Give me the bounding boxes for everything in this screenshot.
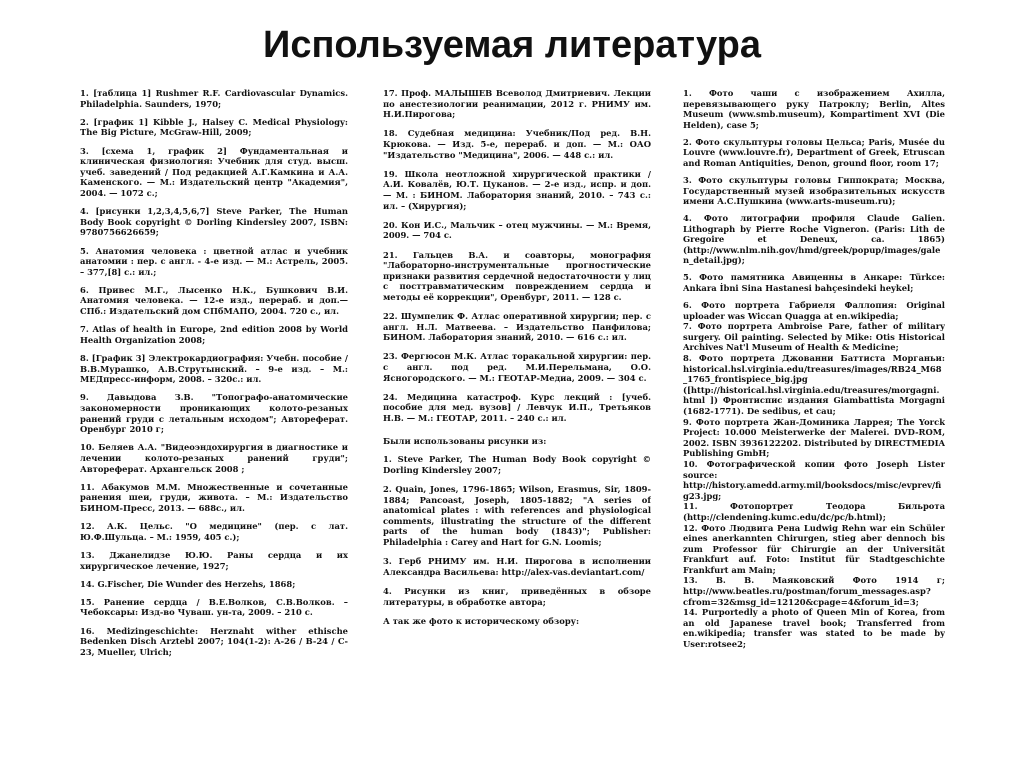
reference-item: 21. Гальцев В.А. и соавторы, монография "Лабораторно-инструментальные прогностические признаки развития сердечной недостаточности у лиц с посттравматическим повреждением сердца и методы её коррекции", Оренбург, 2011. — 128 с. [383, 249, 651, 302]
photo-source-item: 10. Фотографической копии фото Joseph Lister source: http://history.amedd.army.mil/booksdocs/misc/evprev/fig23.jpg; [683, 458, 945, 501]
page-title: Используемая литература [263, 24, 761, 66]
reference-item: 5. Анатомия человека : цветной атлас и учебник анатомии : пер. с англ. - 4-е изд. — М.: Астрель, 2005. – 377,[8] с.: ил.; [80, 245, 348, 277]
reference-item: 2. [график 1] Kibble J., Halsey C. Medical Physiology: The Big Picture, McGraw-Hill, 2009; [80, 116, 348, 138]
photo-source-item: 13. В. В. Маяковский Фото 1914 г; http://www.beatles.ru/postman/forum_messages.asp?cfrom=32&msg_id=12120&cpage=4&forum_id=3; [683, 575, 945, 607]
reference-item: 4. [рисунки 1,2,3,4,5,6,7] Steve Parker, The Human Body Book copyright © Dorling Kindersley 2007, ISBN: 9780756626659; [80, 206, 348, 238]
reference-item: 8. [График 3] Электрокардиография: Учебн. пособие / В.В.Мурашко, А.В.Струтынский. – 9-е изд. – М.: МЕДпресс-информ, 2008. – 320с.: ил. [80, 353, 348, 385]
photo-source-item: 2. Фото скульптуры головы Цельса; Paris, Musée du Louvre (www.louvre.fr), Department of Greek, Etruscan and Roman Antiquities, Denon, ground floor, room 17; [683, 136, 945, 168]
photo-source-item: 1. Фото чаши с изображением Ахилла, перевязывающего руку Патроклу; Berlin, Altes Museum (www.smb.museum), Kompartiment XVI (Die Helden), case 5; [683, 88, 945, 130]
figure-source-item: 1. Steve Parker, The Human Body Book copyright © Dorling Kindersley 2007; [383, 454, 651, 475]
reference-item: 12. А.К. Цельс. "О медицине" (пер. с лат. Ю.Ф.Шульца. – М.: 1959, 405 с.); [80, 521, 348, 542]
reference-item: 7. Atlas of health in Europe, 2nd edition 2008 by World Health Organization 2008; [80, 324, 348, 345]
photo-source-item: 8. Фото портрета Джованни Баттиста Морганьи: historical.hsl.virginia.edu/treasures/images/RB24_M68_1765_frontispiece_big.jpg ([http://historical.hsl.virginia.edu/treasures/morgagni.html ]) Фронтиспис издания Giambattista Morgagni (1682-1771). De sedibus, et cau; [683, 353, 945, 416]
reference-item: 14. G.Fischer, Die Wunder des Herzehs, 1868; [80, 578, 296, 589]
photo-source-item: 12. Фото Людвига Рена Ludwig Rehn war ein Schüler eines anerkannten Chirurgen, stieg aber dennoch bis zum Professor für Chirurgie an der Universität Frankfurt auf. Foto: Institut für Stadtgeschichte Frankfurt am Main; [683, 522, 945, 575]
reference-item: 11. Абакумов М.М. Множественные и сочетанные ранения шеи, груди, живота. – М.: Издательство БИНОМ-Пресс, 2013. — 688с., ил. [80, 481, 348, 513]
figure-source-item: 3. Герб РНИМУ им. Н.И. Пирогова в исполнении Александра Васильева: http://alex-vas.deviantart.com/ [383, 556, 651, 577]
photo-source-item: 4. Фото литографии профиля Claude Galien. Lithograph by Pierre Roche Vigneron. (Paris: Lith de Gregoire et Deneux, ca. 1865) (http://www.nlm.nih.gov/hmd/greek/popup/images/galen_detail.jpg); [683, 213, 945, 266]
reference-item: 15. Ранение сердца / В.Е.Волков, С.В.Волков. – Чебоксары: Изд-во Чуваш. ун-та, 2009. – 210 с. [80, 596, 348, 618]
reference-item: 20. Кон И.С., Мальчик – отец мужчины. — М.: Время, 2009. — 704 с. [383, 219, 651, 241]
references-left-column [80, 88, 348, 760]
photo-source-item: 14. Purportedly a photo of Queen Min of Korea, from an old Japanese travel book; Transferred from en.wikipedia; transfer was stated to be made by User:rotsee2; [683, 607, 945, 650]
reference-item: 17. Проф. МАЛЫШЕВ Всеволод Дмитриевич. Лекции по анестезиологии реанимации, 2012 г. РНИМУ им. Н.И.Пирогова; [383, 88, 651, 120]
reference-item: 6. Привес М.Г., Лысенко Н.К., Бушкович В.И. Анатомия человека. — 12-е изд., перераб. и доп.— СПб.: Издательский дом СПбМАПО, 2004. 720 с., ил. [80, 284, 348, 317]
photo-source-item: 7. Фото портрета Ambroise Pare, father of military surgery. Oil painting. Selected by Mike: Otis Historical Archives Nat'l Museum of Health & Medicine; [683, 321, 945, 353]
reference-item: 18. Судебная медицина: Учебник/Под ред. В.Н. Крюкова. — Изд. 5-е, перераб. и доп. — М.: ОАО "Издательство "Медицина", 2006. — 448 с.: ил. [383, 128, 651, 160]
figure-source-item: 2. Quain, Jones, 1796-1865; Wilson, Erasmus, Sir, 1809-1884; Pancoast, Joseph, 1805-1882; "A series of anatomical plates : with references and physiological comments, illustrating the structure of the different parts of the human body (1843)"; Publisher: Philadelphia : Carey and Hart for G.N. Loomis; [383, 483, 651, 547]
figure-source-item: 4. Рисунки из книг, приведённых в обзоре литературы, в обработке автора; [383, 585, 651, 607]
references-middle-column [383, 88, 651, 760]
photo-source-item: 11. Фотопортрет Теодора Бильрота (http://clendening.kumc.edu/dc/pc/b.html); [683, 501, 945, 522]
photo-source-item: 3. Фото скульптуры головы Гиппократа; Москва, Государственный музей изобразительных искусств имени А.С.Пушкина (www.arts-museum.ru); [683, 174, 945, 207]
photo-source-item: 9. Фото портрета Жан-Доминика Ларрея; The Yorck Project: 10.000 Meisterwerke der Malerei. DVD-ROM, 2002. ISBN 3936122202. Distributed by DIRECTMEDIA Publishing GmbH; [683, 416, 945, 459]
reference-item: 22. Шумпелик Ф. Атлас оперативной хирургии; пер. с англ. Н.Л. Матвеева. – Издательство Панфилова; БИНОМ. Лаборатория знаний, 2010. — 616 с.: ил. [383, 311, 651, 343]
reference-item: 23. Фергюсон М.К. Атлас торакальной хирургии: пер. с англ. под ред. М.И.Перельмана, О.О. Ясногородского. — М.: ГЕОТАР-Медиа, 2009. — 304 с. [383, 351, 651, 383]
reference-item: 24. Медицина катастроф. Курс лекций : [учеб. пособие для мед. вузов] / Левчук И.П., Третьяков Н.В. — М.: ГЕОТАР, 2011. – 240 с.: ил. [383, 391, 651, 423]
reference-item: 19. Школа неотложной хирургической практики / А.И. Ковалёв, Ю.Т. Цуканов. — 2-е изд., испр. и доп. — М. : БИНОМ. Лаборатория знаний, 2010. – 743 с.: ил. – (Хирургия); [383, 168, 651, 211]
reference-item: 13. Джанелидзе Ю.Ю. Раны сердца и их хирургическое лечение, 1927; [80, 549, 348, 571]
reference-item: 10. Беляев А.А. "Видеоэндохирургия в диагностике и лечении колото-резаных ранений груди"; Автореферат. Архангельск 2008 ; [80, 442, 348, 474]
reference-item: 9. Давыдова З.В. "Топографо-анатомические закономерности проникающих колото-резаных ранений груди с летальным исходом"; Автореферат. Оренбург 2010 г; [80, 392, 348, 435]
photo-sources-right-column [683, 88, 945, 760]
reference-item: 1. [таблица 1] Rushmer R.F. Cardiovascular Dynamics. Philadelphia. Saunders, 1970; [80, 88, 348, 109]
figure-sources-heading: Были использованы рисунки из: [383, 435, 547, 446]
photo-source-item: 6. Фото портрета Габриеля Фаллопия: Original uploader was Wiccan Quagga at en.wikipedia; [683, 300, 945, 321]
reference-item: 3. [схема 1, график 2] Фундаментальная и клиническая физиология: Учебник для студ. высш. учеб. заведений / Под редакцией А.Г.Камкина и А.А. Каменского. — М.: Издательский центр "Академия", 2004. — 1072 с.; [80, 145, 348, 198]
historical-photos-heading: А так же фото к историческому обзору: [383, 615, 580, 626]
reference-item: 16. Medizingeschichte: Herznaht wither ethische Bedenken Disch Arztebl 2007; 104(1-2): A-26 / B-24 / C-23, Mueller, Ulrich; [80, 625, 348, 657]
photo-source-item: 5. Фото памятника Авиценны в Анкаре: Türkce: Ankara İbni Sina Hastanesi bahçesindeki heykel; [683, 272, 945, 294]
